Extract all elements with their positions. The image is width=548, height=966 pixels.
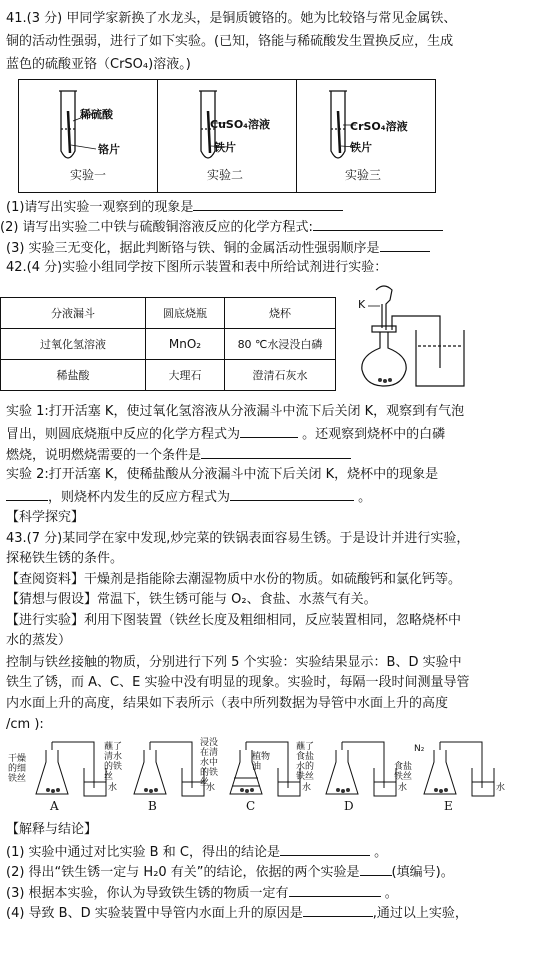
setup-label-line: 的铁	[200, 768, 219, 778]
table-cell: 澄清石灰水	[225, 360, 336, 391]
answer-blank[interactable]	[201, 445, 351, 459]
q41-sub2-text: (2) 请写出实验二中铁与硫酸铜溶液反应的化学方程式:	[0, 220, 313, 235]
answer-blank[interactable]	[240, 424, 298, 438]
setup-label-line: 蘸了	[104, 742, 123, 752]
setup-a-water: 水	[108, 783, 118, 793]
setup-label-line: 在清	[200, 748, 219, 758]
q42-exp2-l1: 实验 2:打开活塞 K，使稀盐酸从分液漏斗中流下后关闭 K，烧杯中的现象是	[6, 467, 439, 482]
setup-label-line: 丝	[200, 778, 210, 788]
setup-letter-d: D	[344, 799, 354, 813]
setup-d-water: 水	[398, 783, 408, 793]
setup-b-label	[104, 742, 122, 782]
exp3-solution-label: CrSO₄溶液	[350, 120, 408, 133]
exp3-metal-label: 铁片	[350, 141, 372, 154]
setup-label-line: 干燥	[8, 754, 27, 764]
valve-k-label: K	[358, 298, 366, 311]
reagent-table	[0, 297, 336, 391]
table-header: 烧杯	[225, 298, 336, 329]
q43-stem-2: 探秘铁生锈的条件。	[6, 551, 124, 566]
table-header: 圆底烧瓶	[146, 298, 225, 329]
exp2-metal-label: 铁片	[214, 141, 236, 154]
q43-q3-end: 。	[384, 886, 398, 901]
exp1-metal-label: 铬片	[98, 143, 120, 156]
table-cell: 80 ℃水浸没白磷	[225, 329, 336, 360]
setup-label-line: 水中	[200, 758, 219, 768]
setup-letter-a: A	[50, 799, 59, 813]
q43-hypothesis: 【猜想与假设】常温下，铁生锈可能与 O₂、食盐、水蒸气有关。	[6, 592, 377, 607]
exp3-caption: 实验三	[345, 168, 382, 182]
table-cell: 稀盐酸	[1, 360, 146, 391]
answer-blank[interactable]	[360, 862, 392, 876]
setup-label-line: 浸没	[200, 738, 219, 748]
q43-control-2: 铁生了锈，而 A、C、E 实验中没有明显的现象。实验时，每隔一段时间测量导管	[6, 675, 470, 690]
flask-apparatus	[340, 282, 510, 394]
q41-stem-2: 铜的活动性强弱，进行了如下实验。(已知，铬能与稀硫酸发生置换反应，生成	[6, 34, 454, 49]
q43-q4-end: ,通过以上实验，	[372, 906, 468, 921]
answer-blank[interactable]	[289, 883, 381, 897]
setup-letter-b: B	[148, 799, 157, 813]
q42-exp1-text2: 。还观察到烧杯中的白磷	[302, 427, 446, 442]
exp1-caption: 实验一	[70, 168, 107, 182]
rust-setups-figure	[0, 738, 548, 808]
setup-label-line: 清水	[104, 752, 123, 762]
q42-exp1-l2	[6, 424, 445, 443]
setup-label-line: 水的	[296, 762, 315, 772]
q41-sub3	[6, 238, 430, 257]
q43-q1	[6, 842, 387, 861]
q43-q4	[6, 903, 468, 922]
conclusion-heading: 【解释与结论】	[6, 822, 98, 837]
q41-sub1-text: (1)请写出实验一观察到的现象是	[6, 200, 194, 215]
q42-exp1-text: 冒出，则圆底烧瓶中反应的化学方程式为	[6, 427, 241, 442]
q42-exp2-end: 。	[358, 490, 372, 505]
q43-q2-text: (2) 得出“铁生锈一定与 H₂0 有关”的结论，依据的两个实验是	[6, 865, 360, 880]
q42-stem: 42.(4 分)实验小组同学按下图所示装置和表中所给试剂进行实验：	[6, 260, 388, 275]
answer-blank[interactable]	[193, 197, 343, 211]
setup-a-label	[8, 754, 26, 784]
exp2-solution-label: CuSO₄溶液	[210, 118, 270, 131]
setup-c-water: 水	[302, 783, 312, 793]
answer-blank[interactable]	[380, 238, 430, 252]
table-cell: 大理石	[146, 360, 225, 391]
q42-exp1-l3	[6, 445, 351, 464]
answer-blank[interactable]	[6, 487, 48, 501]
q43-control-3: 内水面上升的高度，结果如下表所示（表中所列数据为导管中水面上升的高度	[6, 696, 449, 711]
q41-sub2	[0, 217, 443, 236]
answer-blank[interactable]	[230, 487, 354, 501]
q43-q1-text: (1) 实验中通过对比实验 B 和 C，得出的结论是	[6, 845, 280, 860]
table-cell: 过氧化氢溶液	[1, 329, 146, 360]
q43-exp-1: 【进行实验】利用下图装置（铁丝长度及粗细相同，反应装置相同，忽略烧杯中	[6, 613, 462, 628]
setup-label-line: 丝	[104, 772, 114, 782]
exp2-caption: 实验二	[207, 168, 244, 182]
setup-label-line: 食盐	[394, 762, 413, 772]
setup-label-line: 铁丝	[8, 774, 27, 784]
setup-label-line: 植物	[252, 752, 271, 762]
table-cell: MnO₂	[146, 329, 225, 360]
q42-exp2-l2	[6, 487, 371, 506]
q43-q2-end: (填编号)。	[391, 865, 454, 880]
q43-control-1: 控制与铁丝接触的物质，分别进行下列 5 个实验：实验结果显示：B、D 实验中	[6, 655, 462, 670]
q41-sub1	[6, 197, 343, 216]
q43-q4-text: (4) 导致 B、D 实验装置中导管内水面上升的原因是	[6, 906, 303, 921]
q41-sub3-text: (3) 实验三无变化，据此判断铬与铁、铜的金属活动性强弱顺序是	[6, 241, 380, 256]
setup-letter-c: C	[246, 799, 256, 813]
answer-blank[interactable]	[303, 903, 373, 917]
q42-exp2-text: ，则烧杯内发生的反应方程式为	[48, 490, 231, 505]
q43-info: 【查阅资料】干燥剂是指能除去潮湿物质中水份的物质。如硫酸钙和氯化钙等。	[6, 572, 462, 587]
setup-label-line: 油	[252, 762, 262, 772]
setup-e-water: 水	[496, 783, 506, 793]
setup-e-label	[394, 762, 412, 782]
q43-q2	[6, 862, 454, 881]
answer-blank[interactable]	[280, 842, 370, 856]
setup-label-line: 食盐	[296, 752, 315, 762]
setup-label-line: 蘸了	[296, 742, 315, 752]
q43-q3-text: (3) 根据本实验，你认为导致铁生锈的物质一定有	[6, 886, 289, 901]
setup-letter-e: E	[444, 799, 453, 813]
q43-q3	[6, 883, 398, 902]
q43-stem-1: 43.(7 分)某同学在家中发现,炒完菜的铁锅表面容易生锈。于是设计并进行实验，	[6, 531, 470, 546]
science-heading: 【科学探究】	[6, 510, 85, 525]
setup-label-line: 铁丝	[296, 772, 315, 782]
exp1-solution-label: 稀硫酸	[80, 108, 113, 121]
q42-exp1-text3: 燃烧，说明燃烧需要的一个条件是	[6, 448, 202, 463]
setup-c-label	[200, 738, 218, 788]
q43-control-4: /cm ):	[6, 717, 44, 732]
table-header: 分液漏斗	[1, 298, 146, 329]
q42-exp1-l1: 实验 1:打开活塞 K，使过氧化氢溶液从分液漏斗中流下后关闭 K，观察到有气泡	[6, 404, 465, 419]
setup-b-water: 水	[206, 783, 216, 793]
setup-label-line: 的细	[8, 764, 27, 774]
setup-e-gas: N₂	[414, 744, 425, 754]
answer-blank[interactable]	[313, 217, 443, 231]
q41-stem-1: 41.(3 分) 甲同学家新换了水龙头，是铜质镀铬的。她为比较铬与常见金属铁、	[6, 11, 457, 26]
setup-d-label	[296, 742, 314, 782]
setup-label-line: 的铁	[104, 762, 123, 772]
q43-q1-end: 。	[374, 845, 388, 860]
q41-stem-3: 蓝色的硫酸亚铬（CrSO₄)溶液。)	[6, 57, 191, 72]
setup-label-line: 铁丝	[394, 772, 413, 782]
setup-c-oil-label	[252, 752, 270, 772]
q43-exp-2: 水的蒸发）	[6, 633, 72, 648]
